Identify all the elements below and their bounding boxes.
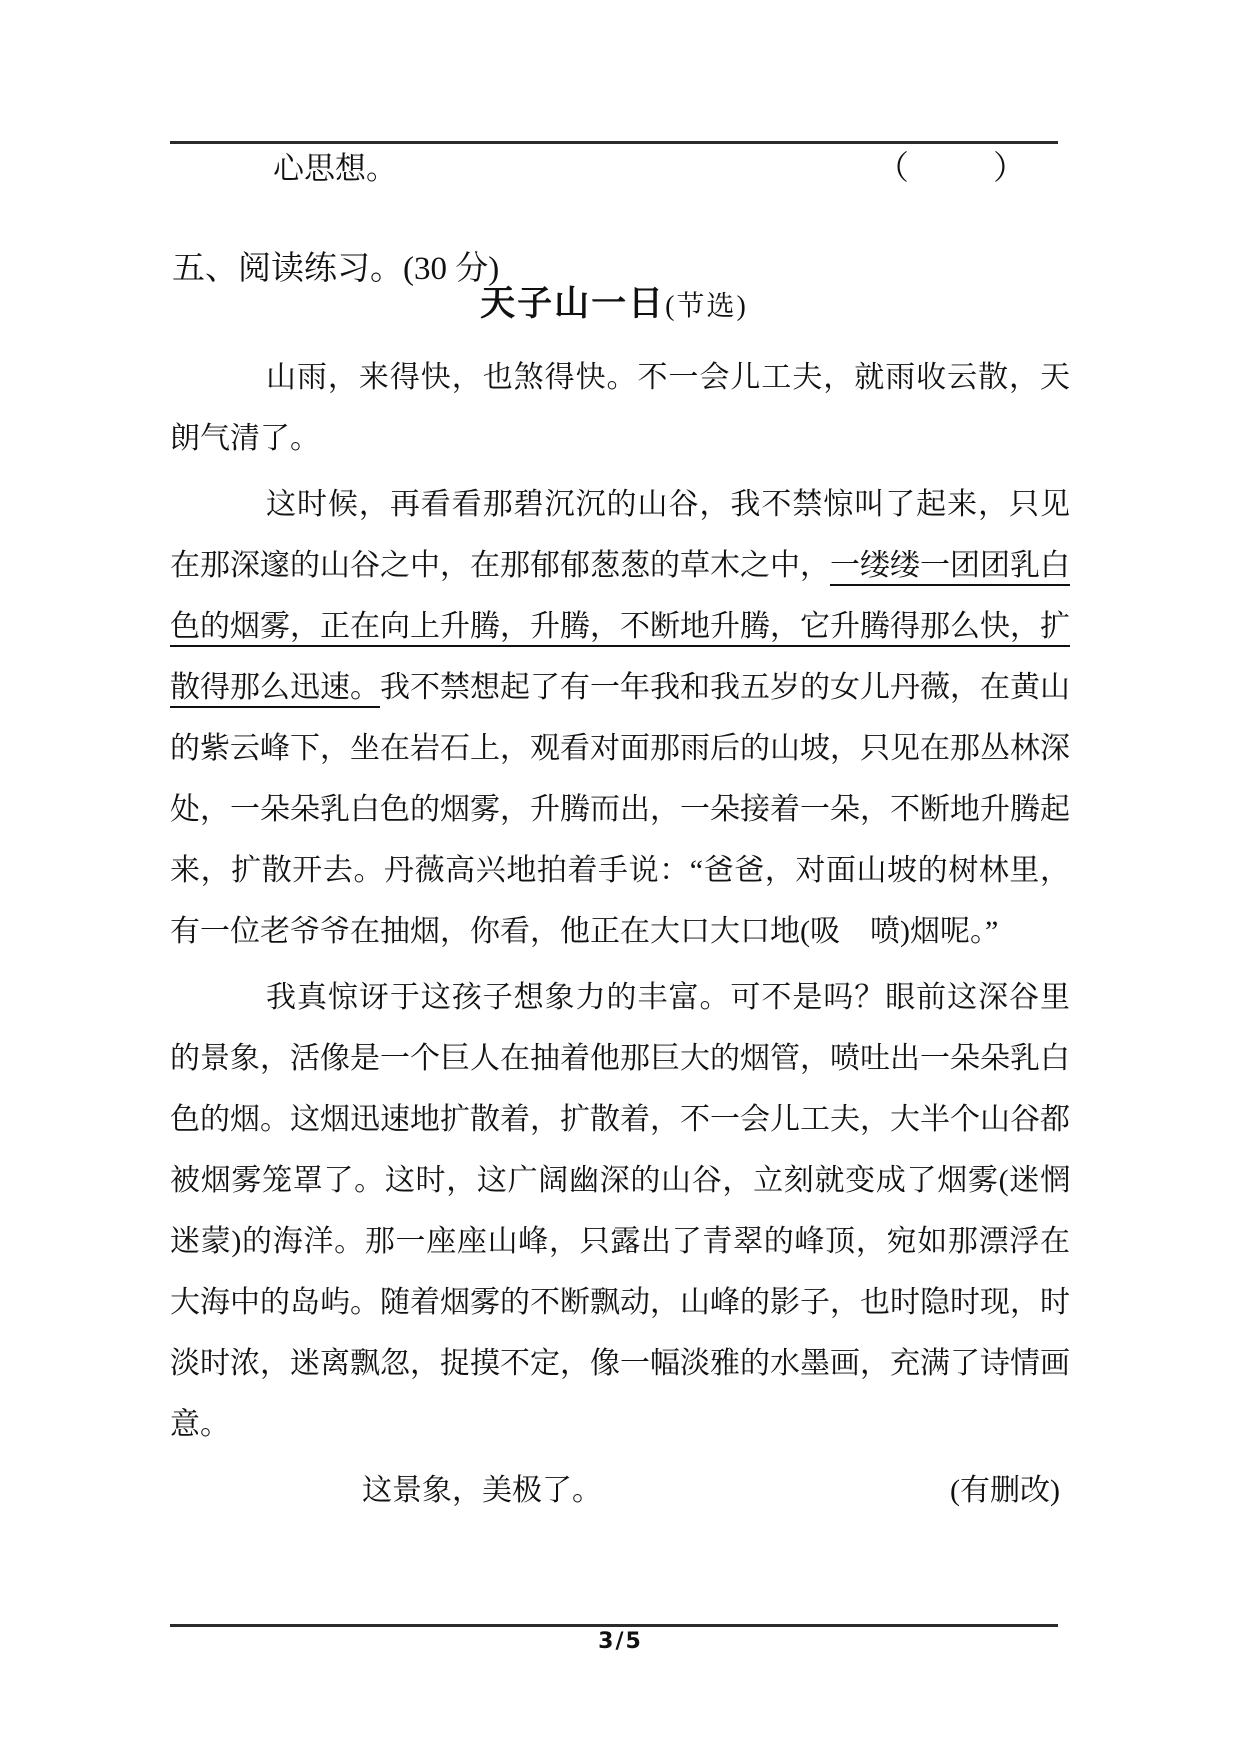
paragraph-2-post-text: 我不禁想起了有一年我和我五岁的女儿丹薇，在黄山的紫云峰下，坐在岩石上，观看对面那雨后的山坡，只见在那丛林深处，一朵朵乳白色的烟雾，升腾而出，一朵接着一朵，不断地升腾起来，扩散开去。丹薇高兴地拍着手说：“爸爸，对面山坡的树林里，有一位老爷爷在抽烟，你看，他正在大口大口地(吸 喷)烟呢。” [170, 671, 1070, 948]
header-rule [170, 141, 1058, 144]
underlined-sentence: 一缕缕一团团乳白色的烟雾，正在向上升腾，升腾，不断地升腾，它升腾得那么快，扩散得那么迅速。 [170, 549, 1070, 704]
passage-paragraph-2 [170, 474, 1070, 962]
passage-paragraph-1: 山雨，来得快，也煞得快。不一会儿工夫，就雨收云散，天朗气清了。 [170, 361, 1070, 455]
answer-blank-parentheses: （ ） [876, 151, 1032, 187]
page-number: 3/5 [598, 1629, 643, 1654]
footer-rule [170, 1624, 1058, 1627]
passage-title-note: (节选) [665, 291, 748, 322]
source-attribution: (有删改) [950, 1474, 1060, 1507]
carryover-text: 心思想。 [273, 151, 397, 186]
passage-paragraph-4 [170, 1460, 1070, 1521]
closing-sentence: 这景象，美极了。 [362, 1474, 602, 1507]
passage-paragraph-3: 我真惊讶于这孩子想象力的丰富。可不是吗？眼前这深谷里的景象，活像是一个巨人在抽着他那巨大的烟管，喷吐出一朵朵乳白色的烟。这烟迅速地扩散着，扩散着，不一会儿工夫，大半个山谷都被烟雾笼罩了。这时，这广阔幽深的山谷，立刻就变成了烟雾(迷惘 迷蒙)的海洋。那一座座山峰，只露出了青翠的峰顶，宛如那漂浮在大海中的岛屿。随着烟雾的不断飘动，山峰的影子，也时隐时现，时淡时浓，迷离飘忽，捉摸不定，像一幅淡雅的水墨画，充满了诗情画意。 [170, 981, 1100, 1441]
reading-passage [170, 347, 1100, 1526]
section-heading: 五、阅读练习。(30 分) [172, 251, 500, 287]
carryover-question-line [170, 147, 1058, 191]
passage-title: 天子山一日 [480, 284, 666, 323]
paragraph-2-pre-text: 这时候，再看看那碧沉沉的山谷，我不禁惊叫了起来，只见在那深邃的山谷之中，在那郁郁葱葱的草木之中， [170, 488, 1070, 582]
passage-title-line [170, 281, 1058, 334]
